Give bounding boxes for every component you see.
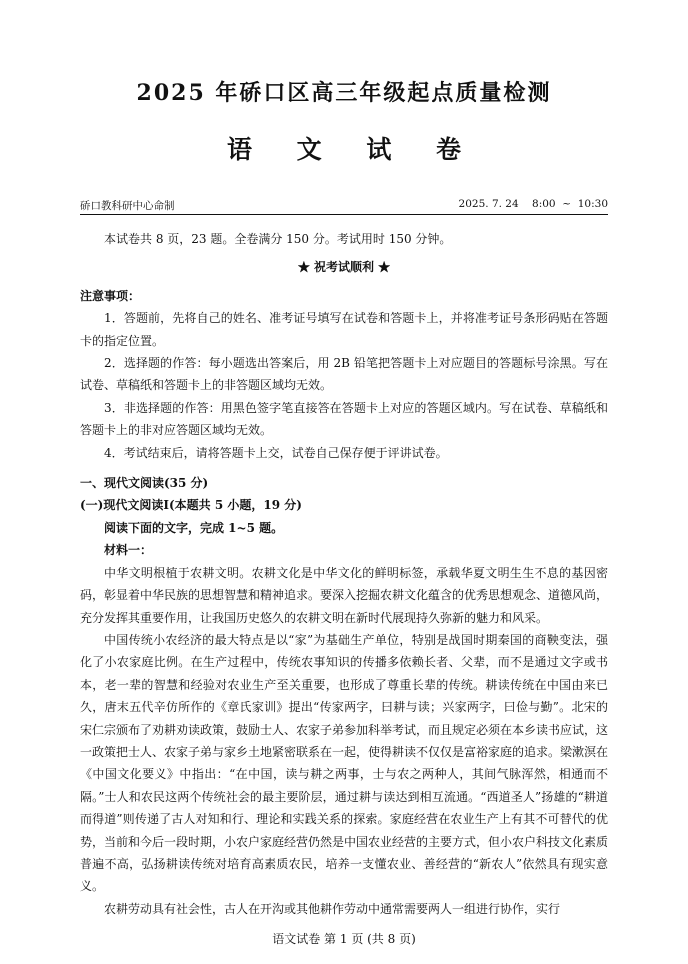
material-paragraph: 中华文明根植于农耕文明。农耕文化是中华文化的鲜明标签，承载华夏文明生生不息的基因密码，彰显着中华民族的思想智慧和精神追求。要深入挖掘农耕文化蕴含的优秀思想观念、道德风尚，充分发挥其重要作用，让我国历史悠久的农耕文明在新时代展现持久弥新的魅力和风采。 [80,565,609,625]
section-gap [80,464,608,472]
instruction-item: 3．非选择题的作答：用黑色签字笔直接答在答题卡上对应的答题区域内。写在试卷、草稿纸和答题卡上的非对应答题区域均无效。 [80,400,608,438]
instruction-item: 1．答题前，先将自己的姓名、准考证号填写在试卷和答题卡上，并将准考证号条形码贴在答题卡的指定位置。 [80,311,608,348]
exam-content [80,228,608,920]
issuer-label: 硚口教科研中心命制 [80,200,175,212]
material-paragraph: 中国传统小农经济的最大特点是以“家”为基础生产单位，特别是战国时期秦国的商鞅变法，强化了小农家庭比例。在生产过程中，传统农事知识的传播多依赖长者、父辈，而不是通过文字或书本，老一辈的智慧和经验对农业生产至关重要，也形成了尊重长辈的传统。耕读传统在中国由来已久，唐末五代辛仿所作的《章氏家训》提出“传家两字，曰耕与读；兴家两字，曰俭与勤”。北宋的宋仁宗颁布了劝耕劝读政策，鼓励士人、农家子弟参加科举考试，而且规定必须在本乡读书应试，这一政策把士人、农家子弟与家乡土地紧密联系在一起，使得耕读不仅仅是富裕家庭的追求。梁漱溟在《中国文化要义》中指出：“在中国，读与耕之两事，士与农之两种人，其间气脉浑然，相通而不隔。”士人和农民这两个传统社会的最主要阶层，通过耕与读达到相互流通。“西道圣人”扬雄的“耕道而得道”则传递了古人对知和行、理论和实践关系的探索。家庭经营在农业生产上有其不可替代的优势，当前和今后一段时期，小农户家庭经营仍然是中国农业经营的主要方式，但小农户科技文化素质普遍不高，弘扬耕读传统对培育高素质农民，培养一支懂农业、善经营的“新农人”依然具有现实意义。 [80,632,609,894]
exam-summary: 本试卷共 8 页，23 题。全卷满分 150 分。考试用时 150 分钟。 [104,232,452,246]
instructions-heading: 注意事项： [80,288,141,303]
material-label: 材料一： [104,543,153,558]
instruction-item: 2．选择题的作答：每小题选出答案后，用 2B 铅笔把答题卡上对应题目的答题标号涂黑。写在试卷、草稿纸和答题卡上的非答题区域均无效。 [80,356,608,393]
section-heading: 一、现代文阅读(35 分) [80,476,209,491]
section-subheading: (一)现代文阅读Ⅰ(本题共 5 小题，19 分) [80,498,302,513]
reading-instruction: 阅读下面的文字，完成 1~5 题。 [104,520,284,535]
instruction-item: 4．考试结束后，请将答题卡上交，试卷自己保存便于评讲试卷。 [104,445,448,460]
exam-title: 2025 年硚口区高三年级起点质量检测 [136,80,552,106]
exam-meta-line [80,198,608,215]
good-luck-notice: ★ 祝考试顺利 ★ [297,260,391,275]
material-paragraph: 农耕劳动具有社会性，古人在开沟或其他耕作劳动中通常需要两人一组进行协作，实行 [104,901,561,916]
exam-datetime: 2025. 7. 24 8:00 ~ 10:30 [458,198,608,210]
page-footer: 语文试卷 第 1 页 (共 8 页) [272,932,416,946]
exam-subtitle: 语 文 试 卷 [226,135,480,164]
